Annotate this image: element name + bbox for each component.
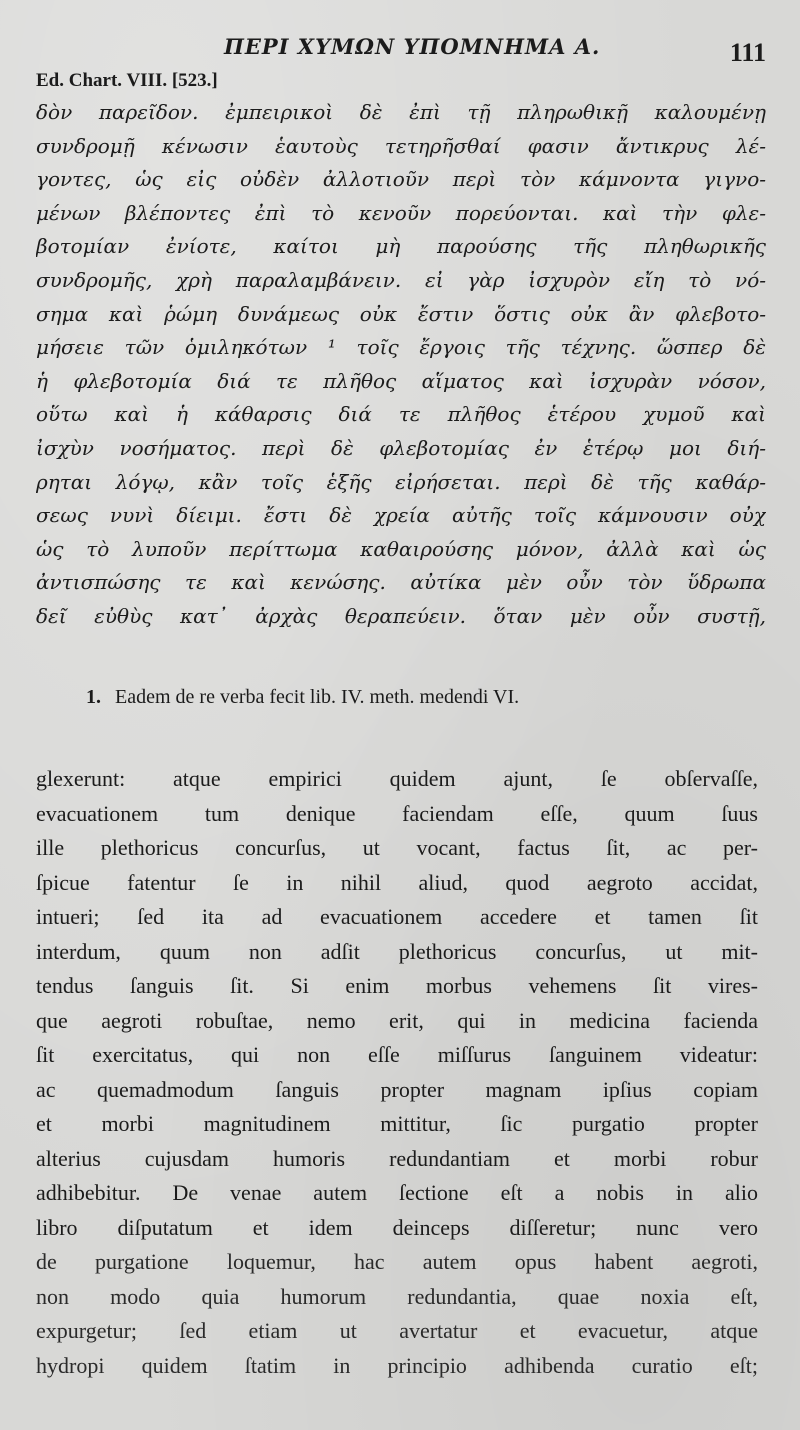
greek-line: γοντες, ὡς εἰς οὐδὲν ἀλλοτιοῦν περὶ τὸν κάμνοντα γιγνο- (36, 167, 766, 192)
greek-line: σεως νυνὶ δίειμι. ἔστι δὲ χρεία αὐτῆς τοῖς κάμνουσιν οὐχ (36, 503, 766, 528)
latin-line: libro diſputatum et idem deinceps diſſeretur; nunc vero (36, 1214, 758, 1240)
greek-line: βοτομίαν ἐνίοτε, καίτοι μὴ παρούσης τῆς πληθωρικῆς (36, 234, 766, 259)
latin-line: et morbi magnitudinem mittitur, ſic purgatio propter (36, 1111, 758, 1136)
footnote-text: Eadem de re verba fecit lib. IV. meth. medendi VI. (115, 686, 520, 708)
running-head (0, 28, 800, 68)
greek-line: σημα καὶ ῥώμη δυνάμεως οὐκ ἔστιν ὅστις οὐκ ἂν φλεβοτο- (36, 301, 766, 326)
latin-line: tendus ſanguis ſit. Si enim morbus vehemens ſit vires- (36, 973, 758, 998)
greek-line: μήσειε τῶν ὁμιληκότων ¹ τοῖς ἔργοις τῆς τέχνης. ὥσπερ δὲ (36, 335, 766, 360)
footnote-number: 1. (86, 686, 101, 708)
greek-line: οὕτω καὶ ἡ κάθαρσις διά τε πλῆθος ἑτέρου χυμοῦ καὶ (36, 402, 766, 427)
latin-line: intueri; ſed ita ad evacuationem accedere et tamen ſit (36, 904, 758, 929)
greek-text-block (36, 96, 766, 634)
latin-line: ſpicue fatentur ſe in nihil aliud, quod aegroto accidat, (36, 869, 758, 895)
greek-line: ἀντισπώσης τε καὶ κενώσης. αὐτίκα μὲν οὖν τὸν ὕδρωπα (36, 570, 766, 595)
latin-line: adhibebitur. De venae autem ſectione eſt a nobis in alio (36, 1180, 758, 1205)
page-number: 111 (729, 38, 766, 67)
latin-line: expurgetur; ſed etiam ut avertatur et evacuetur, atque (36, 1318, 758, 1343)
greek-line: ἡ φλεβοτομία διά τε πλῆθος αἵματος καὶ ἰσχυρὰν νόσον, (36, 368, 766, 393)
greek-line: συνδρομῆς, χρὴ παραλαμβάνειν. εἰ γὰρ ἰσχυρὸν εἴη τὸ νό- (36, 267, 766, 292)
latin-line: non modo quia humorum redundantia, quae noxia eſt, (36, 1283, 758, 1309)
greek-line: δεῖ εὐθὺς κατ᾽ ἀρχὰς θεραπεύειν. ὅταν μὲν οὖν συστῇ, (36, 603, 766, 628)
latin-line: interdum, quum non adſit plethoricus concurſus, ut mit- (36, 938, 758, 964)
latin-line: ac quemadmodum ſanguis propter magnam ipſius copiam (36, 1076, 758, 1102)
running-title: ΠΕΡΙ ΧΥΜΩΝ ΥΠΟΜΝΗΜΑ Α. (224, 34, 601, 59)
latin-line: alterius cujusdam humoris redundantiam et morbi robur (36, 1145, 758, 1171)
latin-text-block (36, 762, 758, 1383)
latin-line: glexerunt: atque empirici quidem ajunt, ſe obſervaſſe, (36, 766, 758, 791)
footnote (86, 686, 519, 709)
latin-line: hydropi quidem ſtatim in principio adhibenda curatio eſt; (36, 1352, 758, 1378)
greek-line: ἰσχὺν νοσήματος. περὶ δὲ φλεβοτομίας ἐν ἑτέρῳ μοι διή- (36, 435, 766, 460)
latin-line: ille plethoricus concurſus, ut vocant, factus ſit, ac per- (36, 835, 758, 860)
greek-line: συνδρομῇ κένωσιν ἑαυτοὺς τετηρῆσθαί φασιν ἄντικρυς λέ- (36, 133, 766, 158)
latin-line: de purgatione loquemur, hac autem opus habent aegroti, (36, 1249, 758, 1274)
latin-line: evacuationem tum denique faciendam eſſe, quum ſuus (36, 800, 758, 826)
latin-line: que aegroti robuſtae, nemo erit, qui in medicina facienda (36, 1007, 758, 1033)
greek-line: μένων βλέποντες ἐπὶ τὸ κενοῦν πορεύονται. καὶ τὴν φλε- (36, 200, 766, 225)
latin-line: ſit exercitatus, qui non eſſe miſſurus ſanguinem videatur: (36, 1042, 758, 1067)
greek-line: δὸν παρεῖδον. ἐμπειρικοὶ δὲ ἐπὶ τῇ πληρωθικῇ καλουμένῃ (36, 100, 766, 124)
edition-reference: Ed. Chart. VIII. [523.] (36, 70, 218, 91)
greek-line: ὡς τὸ λυποῦν περίττωμα καθαιρούσης μόνον, ἀλλὰ καὶ ὡς (36, 536, 766, 561)
greek-line: ρηται λόγῳ, κἂν τοῖς ἑξῆς εἰρήσεται. περὶ δὲ τῆς καθάρ- (36, 469, 766, 494)
